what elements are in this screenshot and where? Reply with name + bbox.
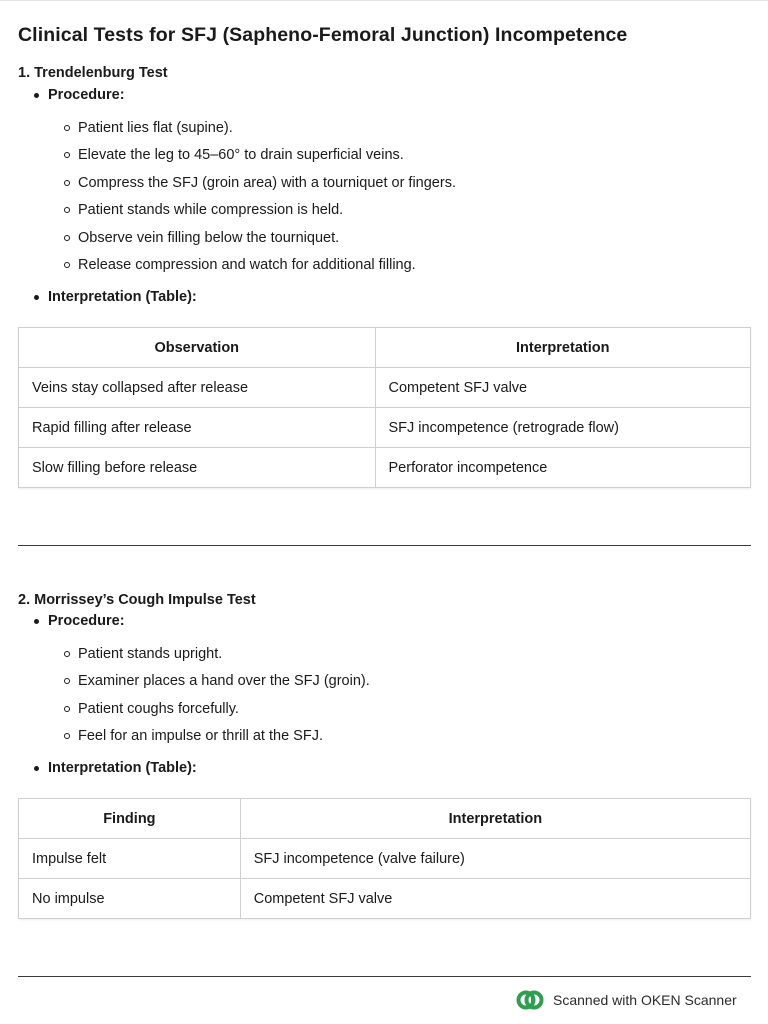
interpretation-label: Interpretation (Table): bbox=[48, 289, 197, 305]
list-item: Patient lies flat (supine). bbox=[64, 118, 456, 145]
section-divider bbox=[18, 545, 751, 546]
list-item: Examiner places a hand over the SFJ (groin). bbox=[64, 671, 370, 698]
section-heading-trendelenburg: 1. Trendelenburg Test bbox=[18, 65, 168, 81]
bullet-dot-icon bbox=[34, 295, 39, 300]
bullet-dot-icon bbox=[34, 619, 39, 624]
column-header: Interpretation bbox=[375, 328, 751, 368]
bullet-dot-icon bbox=[34, 93, 39, 98]
section-heading-morrissey: 2. Morrissey’s Cough Impulse Test bbox=[18, 592, 256, 608]
scanner-watermark bbox=[516, 990, 737, 1010]
circle-bullet-icon bbox=[64, 651, 70, 657]
interpretation-bullet bbox=[34, 760, 197, 776]
table-cell: No impulse bbox=[19, 879, 241, 919]
circle-bullet-icon bbox=[64, 180, 70, 186]
list-item: Patient stands upright. bbox=[64, 644, 370, 671]
table-cell: Impulse felt bbox=[19, 839, 241, 879]
table-cell: Competent SFJ valve bbox=[375, 368, 751, 408]
column-header: Observation bbox=[19, 328, 376, 368]
list-item: Elevate the leg to 45–60° to drain superficial veins. bbox=[64, 145, 456, 172]
circle-bullet-icon bbox=[64, 235, 70, 241]
table-header-row bbox=[19, 799, 751, 839]
bullet-dot-icon bbox=[34, 766, 39, 771]
circle-bullet-icon bbox=[64, 706, 70, 712]
interpretation-label: Interpretation (Table): bbox=[48, 760, 197, 776]
top-divider bbox=[0, 0, 768, 1]
circle-bullet-icon bbox=[64, 207, 70, 213]
page-title: Clinical Tests for SFJ (Sapheno-Femoral Junction) Incompetence bbox=[18, 24, 628, 46]
oken-scanner-logo-icon bbox=[516, 990, 544, 1010]
table-row bbox=[19, 839, 751, 879]
table-cell: SFJ incompetence (retrograde flow) bbox=[375, 408, 751, 448]
table-cell: Veins stay collapsed after release bbox=[19, 368, 376, 408]
table-cell: Competent SFJ valve bbox=[240, 879, 750, 919]
procedure-steps-list bbox=[64, 644, 370, 754]
procedure-steps-list bbox=[64, 118, 456, 282]
table-cell: Perforator incompetence bbox=[375, 448, 751, 488]
table-header-row bbox=[19, 328, 751, 368]
table-row bbox=[19, 879, 751, 919]
table-cell: SFJ incompetence (valve failure) bbox=[240, 839, 750, 879]
list-item: Patient stands while compression is held. bbox=[64, 200, 456, 227]
list-item: Release compression and watch for additional filling. bbox=[64, 255, 456, 282]
table-cell: Slow filling before release bbox=[19, 448, 376, 488]
trendelenburg-interpretation-table bbox=[18, 327, 751, 488]
procedure-label: Procedure: bbox=[48, 613, 125, 629]
interpretation-bullet bbox=[34, 289, 197, 305]
table-cell: Rapid filling after release bbox=[19, 408, 376, 448]
procedure-bullet bbox=[34, 613, 125, 629]
circle-bullet-icon bbox=[64, 125, 70, 131]
list-item: Compress the SFJ (groin area) with a tourniquet or fingers. bbox=[64, 173, 456, 200]
section-divider bbox=[18, 976, 751, 977]
table-row bbox=[19, 448, 751, 488]
procedure-bullet bbox=[34, 87, 125, 103]
column-header: Interpretation bbox=[240, 799, 750, 839]
scanner-text: Scanned with OKEN Scanner bbox=[553, 992, 737, 1008]
circle-bullet-icon bbox=[64, 262, 70, 268]
table-row bbox=[19, 368, 751, 408]
list-item: Observe vein filling below the tourniquet. bbox=[64, 228, 456, 255]
table-row bbox=[19, 408, 751, 448]
column-header: Finding bbox=[19, 799, 241, 839]
circle-bullet-icon bbox=[64, 152, 70, 158]
procedure-label: Procedure: bbox=[48, 87, 125, 103]
circle-bullet-icon bbox=[64, 678, 70, 684]
list-item: Feel for an impulse or thrill at the SFJ. bbox=[64, 726, 370, 753]
morrissey-interpretation-table bbox=[18, 798, 751, 919]
list-item: Patient coughs forcefully. bbox=[64, 699, 370, 726]
circle-bullet-icon bbox=[64, 733, 70, 739]
